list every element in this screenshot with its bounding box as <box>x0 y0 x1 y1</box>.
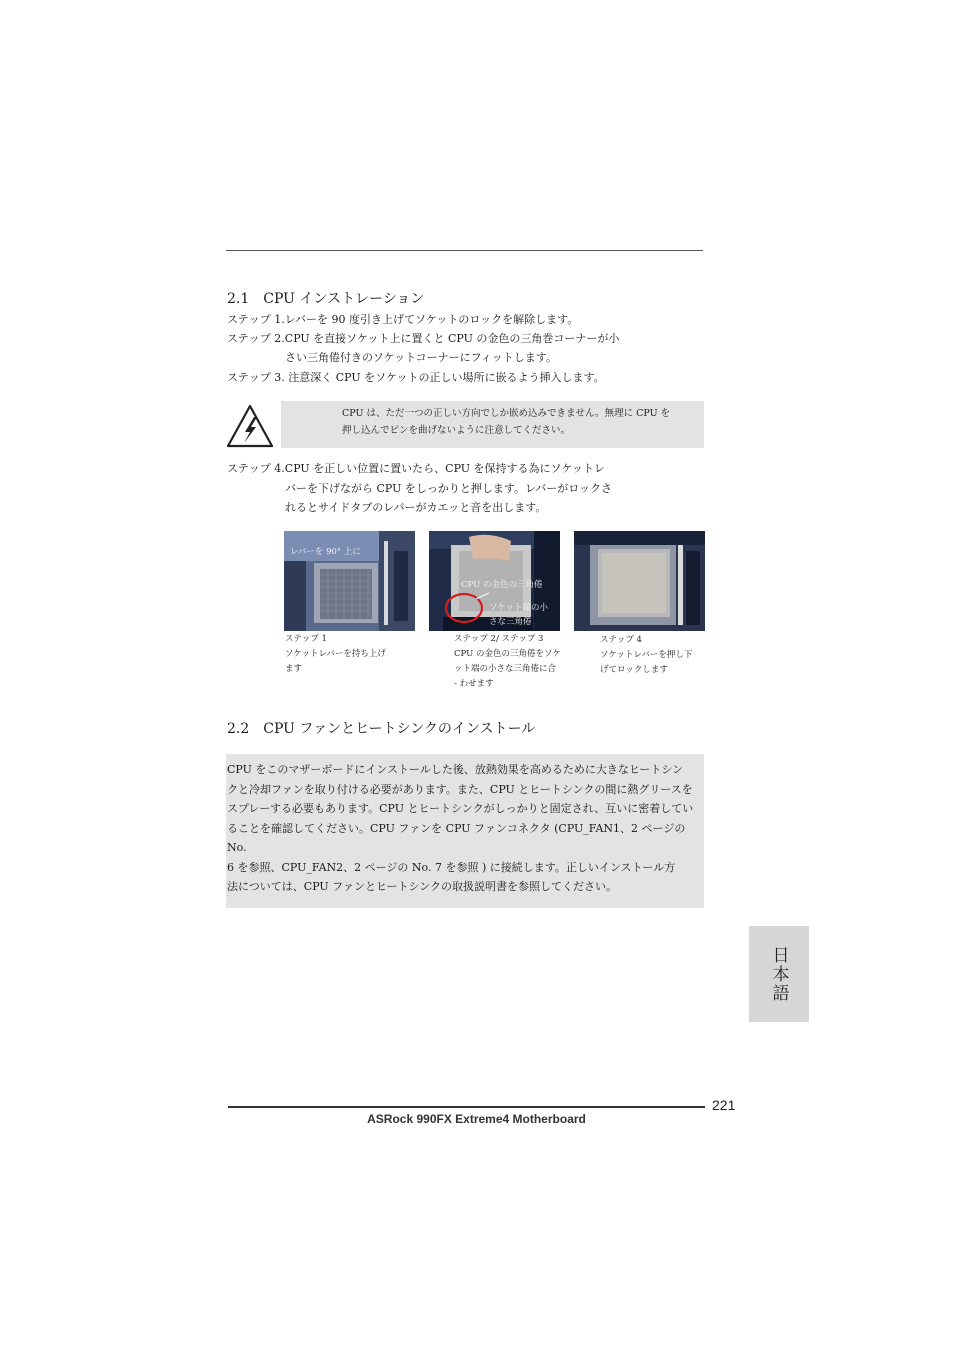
highlight-circle-icon <box>442 591 490 625</box>
photo-1-caption-line-2: ソケットレバーを持ち上げ <box>285 649 386 659</box>
step-4-text-cont-2: れるとサイドタブのレバーがカエッと音を出します。 <box>285 501 547 514</box>
bottom-rule <box>228 1106 705 1108</box>
photo-2-caption <box>454 632 561 692</box>
top-rule <box>226 250 703 251</box>
photo-1-caption-line-1: ステップ 1 <box>285 634 327 644</box>
photo-2-caption-line-4: - わせます <box>454 679 494 689</box>
step-4-text: ステップ 4.CPU を正しい位置に置いたら、CPU を保持する為にソケットレ <box>227 462 605 475</box>
photo-2-caption-line-1: ステップ 2/ ステップ 3 <box>454 634 544 644</box>
photo-1-caption <box>285 632 386 677</box>
photo-1-overlay: レバーを 90° 上に <box>290 547 361 557</box>
photo-3-caption-line-3: げてロックします <box>600 665 668 675</box>
step-2-text-cont: さい三角倦付きのソケットコーナーにフィットします。 <box>285 351 557 364</box>
step-3-text: ステップ 3. 注意深く CPU をソケットの正しい場所に嵌るよう挿入します。 <box>227 371 605 384</box>
photo-3-caption-line-2: ソケットレバーを押し下 <box>600 650 693 660</box>
language-tab-text: 日本語 <box>768 945 789 1003</box>
step-4-text-cont-1: バーを下げながら CPU をしっかりと押します。レバーがロックさ <box>285 482 613 495</box>
photo-2-overlay-bottom-2: さな三角倦 <box>489 617 532 627</box>
body-line-4: ることを確認してください。CPU ファンを CPU ファンコネクタ (CPU_FAN1、2 ページの No. <box>227 821 686 854</box>
photo-3-caption <box>600 633 692 678</box>
warning-line-1: CPU は、ただ一つの正しい方向でしか嵌め込みできません。無理に CPU を <box>342 408 671 419</box>
body-line-3: スプレーする必要もあります。CPU とヒートシンクがしっかりと固定され、互いに密着してい <box>227 802 694 815</box>
photo-2-overlay-top: CPU の金色の三角倦 <box>461 580 543 590</box>
photo-step-1 <box>284 531 415 631</box>
photo-1-caption-line-3: ます <box>285 664 303 674</box>
section-2-2-body <box>227 760 705 897</box>
photo-step-2-3 <box>429 531 560 631</box>
photo-2-caption-line-2: CPU の金色の三角倦をソケ <box>454 649 561 659</box>
body-line-2: クと冷却ファンを取り付ける必要があります。また、CPU とヒートシンクの間に熱グリースを <box>227 782 693 796</box>
photo-3-caption-line-1: ステップ 4 <box>600 635 642 645</box>
step-1-text: ステップ 1.レバーを 90 度引き上げてソケットのロックを解除します。 <box>227 313 579 326</box>
section-2-1-heading: 2.1 CPU インストレーション <box>227 291 425 307</box>
step-2-text: ステップ 2.CPU を直接ソケット上に置くと CPU の金色の三角巻コーナーが小 <box>227 332 620 345</box>
page-number: 221 <box>712 1097 736 1113</box>
photo-step-4 <box>574 531 705 631</box>
warning-triangle-icon <box>225 403 275 449</box>
photo-2-overlay-bottom-1: ソケット端の小 <box>489 603 548 613</box>
warning-line-2: 押し込んでピンを曲げないように注意してください。 <box>342 425 571 436</box>
section-2-2-heading: 2.2 CPU ファンとヒートシンクのインストール <box>227 721 536 737</box>
body-line-6: 法については、CPU ファンとヒートシンクの取扱説明書を参照してください。 <box>227 880 618 893</box>
warning-text <box>342 405 702 439</box>
body-line-5: 6 を参照、CPU_FAN2、2 ページの No. 7 を参照 ) に接続します。正しいインストール方 <box>227 860 676 874</box>
photo-2-caption-line-3: ット端の小さな三角倦に合 <box>454 664 557 674</box>
footer-title: ASRock 990FX Extreme4 Motherboard <box>367 1112 586 1126</box>
body-line-1: CPU をこのマザーボードにインストールした後、放熱効果を高めるために大きなヒートシン <box>227 763 684 776</box>
language-tab-label <box>749 926 809 1022</box>
